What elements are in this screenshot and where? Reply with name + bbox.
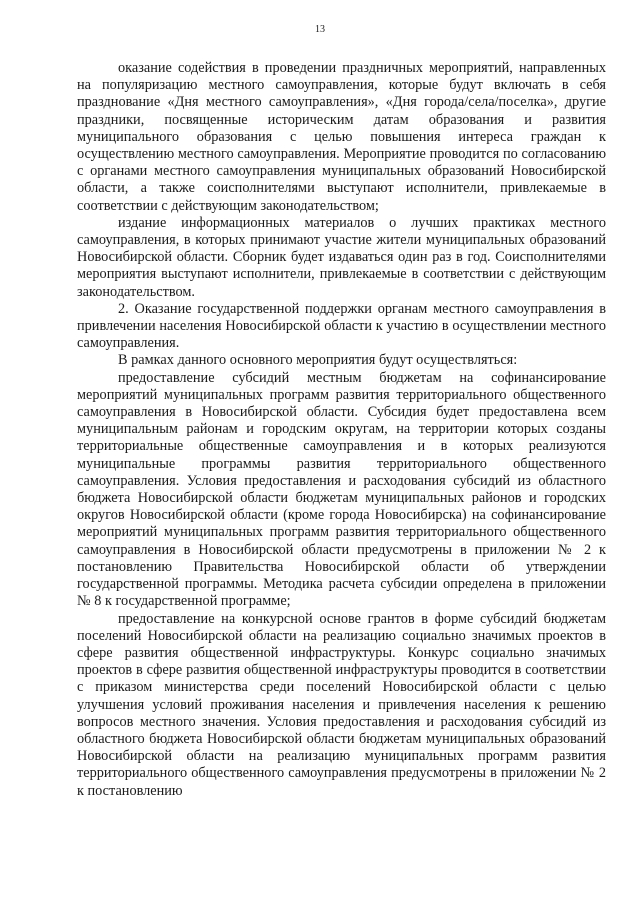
document-body <box>77 60 606 800</box>
paragraph-competitive-grants: предоставление на конкурсной основе грантов в форме субсидий бюджетам поселений Новосибирской области на реализацию социально значимых проектов в сфере развития общественной инфраструктуры. Конкурс социально значимых проектов в сфере развития общественной инфраструктуры проводится в соответствии с приказом министерства среди поселений Новосибирской области с целью улучшения условий проживания населения и привлечения населения к решению вопросов местного значения. Условия предоставления и расходования субсидий из областного бюджета Новосибирской области бюджетам муниципальных образований Новосибирской области на реализацию муниципальных программ развития территориального общественного самоуправления предусмотрены в приложении № 2 к постановлению <box>77 610 606 799</box>
paragraph-holiday-events: оказание содействия в проведении праздничных мероприятий, направленных на популяризацию местного самоуправления, которые будут включать в себя празднование «Дня местного самоуправления», «Дня города/села/поселка», другие праздники, посвященные историческим датам образования и развития муниципального образования с целью повышения интереса граждан к осуществлению местного самоуправления. Мероприятие проводится по согласованию с органами местного самоуправления муниципальных образований Новосибирской области, а также соисполнителями выступают исполнители, привлекаемые в соответствии с действующим законодательством; <box>77 60 606 214</box>
paragraph-state-support-heading: 2. Оказание государственной поддержки органам местного самоуправления в привлечении населения Новосибирской области к участию в осуществлении местного самоуправления. <box>77 300 606 352</box>
paragraph-subsidies-local-budgets: предоставление субсидий местным бюджетам на софинансирование мероприятий муниципальных программ развития территориального общественного самоуправления в Новосибирской области. Субсидия будет предоставлена всем муниципальным районам и городским округам, на территории которых созданы территориальные общественные самоуправления и в которых реализуются муниципальные программы развития территориального общественного самоуправления. Условия предоставления и расходования субсидий из областного бюджета Новосибирской области бюджетам муниципальных районов и городских округов Новосибирской области (кроме города Новосибирска) на софинансирование мероприятий муниципальных программ развития территориального общественного самоуправления в Новосибирской области предусмотрены в приложении № 2 к постановлению Правительства Новосибирской области об утверждении государственной программы. Методика расчета субсидии определена в приложении № 8 к государственной программе; <box>77 369 606 610</box>
paragraph-information-materials: издание информационных материалов о лучших практиках местного самоуправления, в которых принимают участие жители муниципальных образований Новосибирской области. Сборник будет издаваться один раз в год. Соисполнителями мероприятия выступают исполнители, привлекаемые в соответствии с действующим законодательством. <box>77 214 606 300</box>
page-number: 13 <box>315 24 325 35</box>
paragraph-activities-intro: В рамках данного основного мероприятия будут осуществляться: <box>118 352 518 369</box>
